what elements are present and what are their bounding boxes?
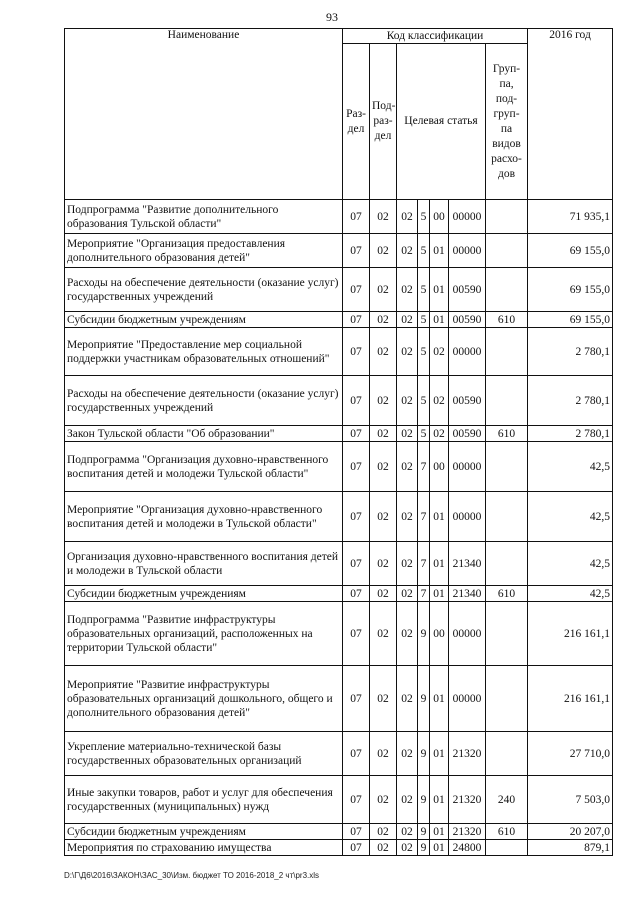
cell-cs2: 7 [418,542,430,586]
cell-vr: 610 [486,586,528,602]
cell-rz: 07 [343,312,370,328]
cell-cs4: 21320 [449,824,486,840]
cell-vr [486,376,528,426]
cell-cs2: 5 [418,312,430,328]
cell-sum: 69 155,0 [528,268,613,312]
cell-pr: 02 [370,492,397,542]
table-row [65,732,613,776]
cell-pr: 02 [370,542,397,586]
cell-rz: 07 [343,492,370,542]
cell-cs2: 5 [418,426,430,442]
cell-name: Расходы на обеспечение деятельности (оказание услуг) государственных учреждений [65,376,343,426]
cell-rz: 07 [343,426,370,442]
cell-cs4: 00000 [449,442,486,492]
cell-sum: 42,5 [528,492,613,542]
cell-sum: 42,5 [528,542,613,586]
header-subsection: Под-раз-дел [370,44,397,200]
cell-cs1: 02 [397,492,418,542]
cell-rz: 07 [343,328,370,376]
table-row [65,492,613,542]
cell-cs2: 9 [418,824,430,840]
cell-vr [486,328,528,376]
cell-cs1: 02 [397,824,418,840]
cell-cs4: 21320 [449,776,486,824]
cell-cs1: 02 [397,268,418,312]
cell-rz: 07 [343,268,370,312]
cell-pr: 02 [370,200,397,234]
cell-pr: 02 [370,602,397,666]
cell-name: Субсидии бюджетным учреждениям [65,312,343,328]
cell-sum: 216 161,1 [528,602,613,666]
cell-vr [486,840,528,856]
cell-cs1: 02 [397,200,418,234]
table-row [65,234,613,268]
cell-sum: 2 780,1 [528,376,613,426]
header-year: 2016 год [528,29,613,200]
cell-cs2: 9 [418,840,430,856]
table-row [65,312,613,328]
cell-pr: 02 [370,268,397,312]
cell-cs3: 00 [430,200,449,234]
cell-rz: 07 [343,840,370,856]
cell-cs3: 01 [430,666,449,732]
budget-table [64,28,613,856]
cell-cs2: 5 [418,268,430,312]
cell-cs4: 00000 [449,200,486,234]
cell-cs2: 7 [418,492,430,542]
cell-vr: 610 [486,426,528,442]
file-path-footer: D:\Г\Д6\2016\ЗАКОН\ЗАС_30\Изм. бюджет ТО 2016-2018_2 чт\pr3.xls [64,871,320,880]
table-row [65,824,613,840]
cell-cs3: 00 [430,442,449,492]
cell-cs1: 02 [397,312,418,328]
cell-rz: 07 [343,586,370,602]
table-row [65,840,613,856]
cell-cs2: 7 [418,586,430,602]
cell-sum: 69 155,0 [528,234,613,268]
cell-sum: 879,1 [528,840,613,856]
cell-cs4: 00000 [449,328,486,376]
cell-cs3: 02 [430,426,449,442]
cell-cs3: 01 [430,268,449,312]
cell-cs4: 00000 [449,234,486,268]
cell-pr: 02 [370,776,397,824]
cell-pr: 02 [370,442,397,492]
cell-vr [486,234,528,268]
table-row [65,666,613,732]
cell-pr: 02 [370,840,397,856]
cell-pr: 02 [370,376,397,426]
cell-name: Подпрограмма "Развитие дополнительного образования Тульской области" [65,200,343,234]
cell-cs2: 9 [418,602,430,666]
cell-rz: 07 [343,200,370,234]
cell-name: Мероприятие "Организация предоставления дополнительного образования детей" [65,234,343,268]
cell-name: Иные закупки товаров, работ и услуг для обеспечения государственных (муниципальных) нужд [65,776,343,824]
table-row [65,268,613,312]
cell-sum: 2 780,1 [528,328,613,376]
cell-cs1: 02 [397,376,418,426]
cell-cs3: 02 [430,376,449,426]
cell-rz: 07 [343,824,370,840]
cell-cs1: 02 [397,234,418,268]
cell-cs4: 00000 [449,666,486,732]
cell-pr: 02 [370,666,397,732]
cell-cs1: 02 [397,586,418,602]
cell-pr: 02 [370,426,397,442]
cell-cs1: 02 [397,426,418,442]
cell-name: Закон Тульской области "Об образовании" [65,426,343,442]
cell-cs2: 7 [418,442,430,492]
cell-cs1: 02 [397,542,418,586]
cell-name: Мероприятие "Предоставление мер социальной поддержки участникам образовательных отношений" [65,328,343,376]
cell-rz: 07 [343,666,370,732]
cell-cs2: 9 [418,666,430,732]
cell-cs1: 02 [397,840,418,856]
cell-rz: 07 [343,442,370,492]
cell-sum: 69 155,0 [528,312,613,328]
cell-vr [486,268,528,312]
cell-cs3: 01 [430,732,449,776]
cell-sum: 2 780,1 [528,426,613,442]
cell-cs3: 01 [430,776,449,824]
table-row [65,426,613,442]
cell-cs3: 01 [430,586,449,602]
cell-cs1: 02 [397,666,418,732]
cell-vr [486,442,528,492]
cell-cs3: 01 [430,234,449,268]
cell-vr [486,200,528,234]
cell-cs1: 02 [397,442,418,492]
table-row [65,586,613,602]
cell-cs4: 00590 [449,312,486,328]
cell-sum: 71 935,1 [528,200,613,234]
cell-cs4: 00000 [449,492,486,542]
table-row [65,776,613,824]
cell-rz: 07 [343,376,370,426]
cell-name: Подпрограмма "Развитие инфраструктуры образовательных организаций, расположенных на территории Тульской области" [65,602,343,666]
cell-rz: 07 [343,542,370,586]
cell-cs1: 02 [397,776,418,824]
cell-name: Организация духовно-нравственного воспитания детей и молодежи в Тульской области [65,542,343,586]
table-row [65,602,613,666]
header-target: Целевая статья [397,44,486,200]
table-row [65,542,613,586]
cell-sum: 27 710,0 [528,732,613,776]
cell-vr: 610 [486,312,528,328]
cell-rz: 07 [343,776,370,824]
cell-pr: 02 [370,234,397,268]
cell-name: Укрепление материально-технической базы государственных образовательных организаций [65,732,343,776]
cell-vr: 240 [486,776,528,824]
cell-cs4: 21320 [449,732,486,776]
cell-sum: 7 503,0 [528,776,613,824]
cell-sum: 42,5 [528,442,613,492]
cell-cs4: 21340 [449,542,486,586]
cell-cs3: 01 [430,492,449,542]
cell-cs2: 5 [418,328,430,376]
cell-sum: 216 161,1 [528,666,613,732]
cell-rz: 07 [343,732,370,776]
cell-sum: 42,5 [528,586,613,602]
table-row [65,328,613,376]
cell-cs2: 9 [418,732,430,776]
cell-cs4: 00590 [449,376,486,426]
cell-rz: 07 [343,234,370,268]
cell-rz: 07 [343,602,370,666]
cell-vr [486,602,528,666]
header-group: Груп-па, под-груп-па видов расхо-дов [486,44,528,200]
cell-cs3: 01 [430,824,449,840]
cell-vr [486,732,528,776]
cell-cs4: 00590 [449,268,486,312]
cell-name: Субсидии бюджетным учреждениям [65,586,343,602]
cell-cs4: 21340 [449,586,486,602]
cell-name: Подпрограмма "Организация духовно-нравственного воспитания детей и молодежи Тульской области" [65,442,343,492]
cell-cs1: 02 [397,328,418,376]
cell-cs4: 24800 [449,840,486,856]
page-number: 93 [326,10,338,24]
cell-vr [486,492,528,542]
header-name: Наименование [65,29,343,200]
cell-vr [486,666,528,732]
cell-cs3: 01 [430,840,449,856]
cell-cs3: 02 [430,328,449,376]
cell-cs2: 9 [418,776,430,824]
cell-cs1: 02 [397,732,418,776]
header-code-group: Код классификации [343,29,528,44]
cell-name: Расходы на обеспечение деятельности (оказание услуг) государственных учреждений [65,268,343,312]
cell-pr: 02 [370,312,397,328]
cell-vr: 610 [486,824,528,840]
cell-cs2: 5 [418,376,430,426]
cell-name: Мероприятие "Развитие инфраструктуры образовательных организаций дошкольного, общего и дополнительного образования детей" [65,666,343,732]
cell-name: Субсидии бюджетным учреждениям [65,824,343,840]
cell-cs4: 00590 [449,426,486,442]
table-row [65,442,613,492]
cell-cs1: 02 [397,602,418,666]
cell-cs3: 01 [430,312,449,328]
cell-cs3: 01 [430,542,449,586]
cell-pr: 02 [370,824,397,840]
cell-cs3: 00 [430,602,449,666]
table-row [65,376,613,426]
cell-cs2: 5 [418,234,430,268]
cell-cs2: 5 [418,200,430,234]
cell-vr [486,542,528,586]
table-row [65,200,613,234]
cell-sum: 20 207,0 [528,824,613,840]
cell-name: Мероприятие "Организация духовно-нравственного воспитания детей и молодежи в Тульской области" [65,492,343,542]
cell-pr: 02 [370,328,397,376]
cell-pr: 02 [370,732,397,776]
cell-name: Мероприятия по страхованию имущества [65,840,343,856]
cell-cs4: 00000 [449,602,486,666]
cell-pr: 02 [370,586,397,602]
header-section: Раз-дел [343,44,370,200]
